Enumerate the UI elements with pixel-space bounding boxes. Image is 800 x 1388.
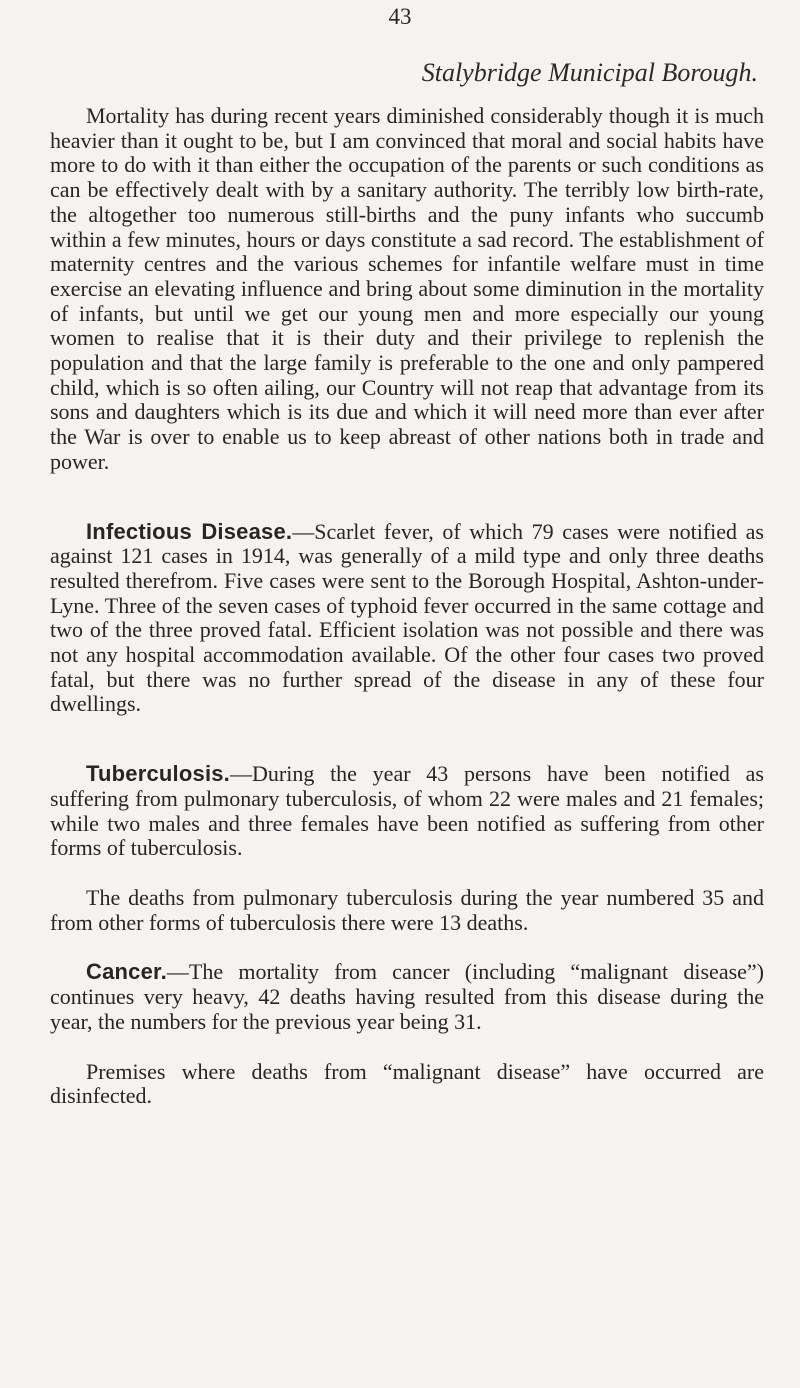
tuberculosis-deaths-paragraph: The deaths from pulmonary tuberculosis during the year numbered 35 and from other forms of tuberculosis there were 13 deaths. — [50, 884, 764, 935]
infectious-disease-paragraph — [50, 520, 764, 718]
infectious-disease-text: —Scarlet fever, of which 79 cases were notified as against 121 cases in 1914, was generally of a mild type and only three deaths resulted therefrom. Five cases were sent to the Borough Hospital, Ashton-under-Lyne. Three of the seven cases of typhoid fever occurred in the same cottage and two of the three proved fatal. Efficient isolation was not possible and there was not any hospital accommodation available. Of the other four cases two proved fatal, but there was no further spread of the disease in any of these four dwellings. — [50, 518, 764, 717]
running-head: Stalybridge Municipal Borough. — [421, 58, 758, 87]
tuberculosis-heading: Tuberculosis. — [86, 761, 230, 787]
infectious-disease-heading: Infectious Disease. — [86, 518, 293, 544]
cancer-text: —The mortality from cancer (including “malignant disease”) continues very heavy, 42 deaths having resulted from this disease during the year, the numbers for the previous year being 31. — [50, 959, 764, 1034]
tuberculosis-text: —During the year 43 persons have been notified as suffering from pulmonary tuberculosis, of whom 22 were males and 21 females; while two males and three females have been notified as suffering from other forms of tuberculosis. — [50, 761, 764, 861]
page-number: 43 — [388, 4, 412, 29]
mortality-paragraph: Mortality has during recent years diminished considerably though it is much heavier than it ought to be, but I am convinced that moral and social habits have more to do with it than either the occupation of the parents or such conditions as can be effectively dealt with by a sanitary authority. The terribly low birth-rate, the altogether too numerous still-births and the puny infants who succumb within a few minutes, hours or days constitute a sad record. The establishment of maternity centres and the various schemes for infantile welfare must in time exercise an elevating influence and bring about some diminution in the mortality of infants, but until we get our young men and more especially our young women to realise that it is their duty and their privilege to replenish the population and that the large family is preferable to the one and only pampered child, which is so often ailing, our Country will not reap that advantage from its sons and daughters which is its due and which it will need more than ever after the War is over to enable us to keep abreast of other nations both in trade and power. — [50, 103, 764, 474]
cancer-paragraph — [50, 960, 764, 1034]
cancer-heading: Cancer. — [86, 959, 167, 985]
premises-paragraph: Premises where deaths from “malignant disease” have occurred are disinfected. — [50, 1058, 764, 1109]
body-text — [50, 104, 764, 1109]
tuberculosis-paragraph — [50, 762, 764, 861]
